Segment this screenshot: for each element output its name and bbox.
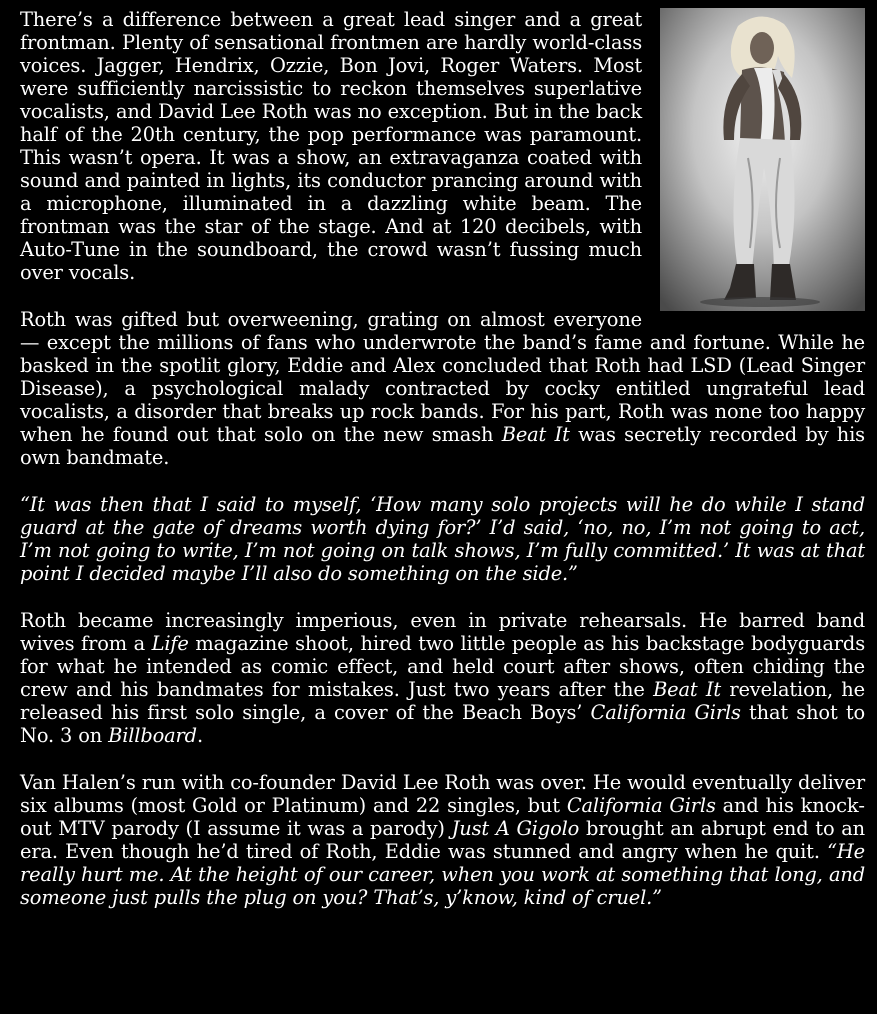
- frontman-photo: [660, 8, 865, 311]
- paragraph-2: [20, 308, 865, 469]
- emphasized-title: “He really hurt me. At the height of our career, when you work at something that long, and someone just pulls the plug on you? That’s, y’know, kind of cruel.”: [20, 840, 865, 909]
- emphasized-title: California Girls: [566, 794, 716, 817]
- paragraph-5: [20, 771, 865, 909]
- paragraph-3-quote: [20, 493, 865, 585]
- text-run: revelation, he released his first solo single, a cover of the Beach Boys’: [20, 678, 865, 724]
- text-run: .: [196, 724, 203, 747]
- text-run: “It was then that I said to myself, ‘How many solo projects will he do while I stand guard at the gate of dreams worth dying for?’ I’d said, ‘no, no, I’m not going to act, I’m not going to write, I’m not going on talk shows, I’m fully committed.’ It was at that point I decided maybe I’ll also do something on the side.”: [20, 493, 865, 585]
- emphasized-title: Beat It: [653, 678, 722, 701]
- text-run: was secretly recorded by his own bandmate.: [20, 423, 865, 469]
- text-run: brought an abrupt end to an era. Even though he’d tired of Roth, Eddie was stunned and angry when he quit.: [20, 817, 865, 863]
- text-run: Roth became increasingly imperious, even in private rehearsals. He barred band wives from a: [20, 609, 865, 655]
- performer-figure-icon: [660, 8, 865, 311]
- emphasized-title: Just A Gigolo: [451, 817, 580, 840]
- text-run: magazine shoot, hired two little people as his backstage bodyguards for what he intended as comic effect, and held court after shows, often chiding the crew and his bandmates for mistakes. Just two years after the: [20, 632, 865, 701]
- emphasized-title: Life: [151, 632, 189, 655]
- emphasized-title: California Girls: [590, 701, 741, 724]
- article-page: [20, 8, 865, 933]
- paragraph-4: [20, 609, 865, 747]
- emphasized-title: Beat It: [501, 423, 570, 446]
- emphasized-title: Billboard: [108, 724, 197, 747]
- text-run: and his knockout MTV parody (I assume it was a parody): [20, 794, 865, 840]
- text-run: There’s a difference between a great lead singer and a great frontman. Plenty of sensational frontmen are hardly world-class voices. Jagger, Hendrix, Ozzie, Bon Jovi, Roger Waters. Most were sufficiently narcissistic to reckon themselves superlative vocalists, and David Lee Roth was no exception. But in the back half of the 20th century, the pop performance was paramount. This wasn’t opera. It was a show, an extravaganza coated with sound and painted in lights, its conductor prancing around with a microphone, illuminated in a dazzling white beam. The frontman was the star of the stage. And at 120 decibels, with Auto-Tune in the soundboard, the crowd wasn’t fussing much over vocals.: [20, 8, 642, 284]
- text-run: Van Halen’s run with co-founder David Lee Roth was over. He would eventually deliver six albums (most Gold or Platinum) and 22 singles, but: [20, 771, 865, 817]
- text-run: Roth was gifted but overweening, grating on almost everyone — except the millions of fans who underwrote the band’s fame and fortune. While he basked in the spotlit glory, Eddie and Alex concluded that Roth had LSD (Lead Singer Disease), a psychological malady contracted by cocky entitled ungrateful lead vocalists, a disorder that breaks up rock bands. For his part, Roth was none too happy when he found out that solo on the new smash: [20, 308, 865, 446]
- text-run: that shot to No. 3 on: [20, 701, 865, 747]
